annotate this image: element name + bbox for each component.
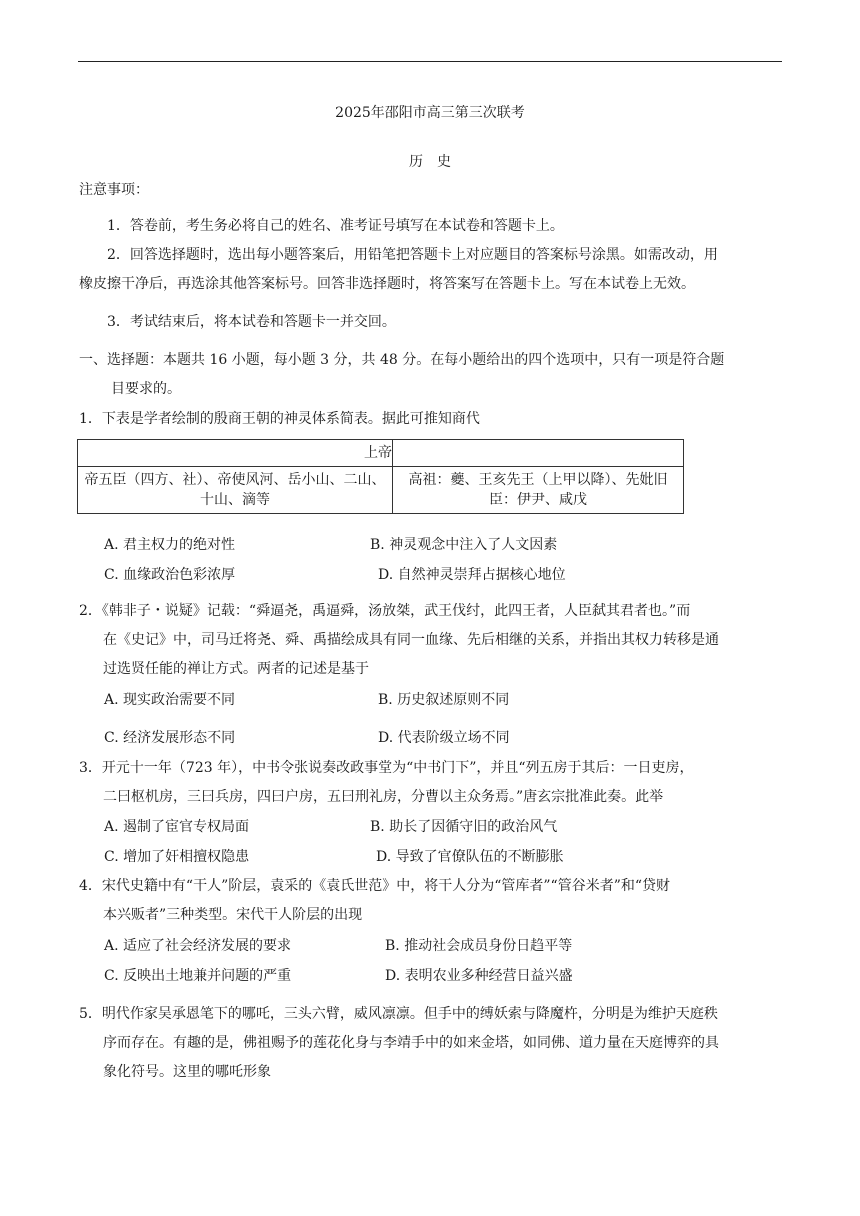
q1-option-a: A. 君主权力的绝对性 (104, 537, 236, 553)
table-cell-line: 高祖：夔、王亥先王（上甲以降）、先妣旧 (408, 472, 668, 488)
q3-option-b: B. 助长了因循守旧的政治风气 (370, 819, 558, 835)
q3-option-a: A. 遏制了宦官专权局面 (104, 819, 250, 835)
q2-option-a: A. 现实政治需要不同 (104, 692, 236, 708)
q2-line-1: 2．《韩非子・说疑》记载：“舜逼尧，禹逼舜，汤放桀，武王伐纣，此四王者，人臣弑其君者也。”而 (79, 603, 691, 619)
table-cell: 上帝 (78, 440, 393, 467)
q2-line-3: 过选贤任能的禅让方式。两者的记述是基于 (103, 661, 369, 677)
notice-heading: 注意事项： (79, 182, 149, 198)
q1-option-c: C. 血缘政治色彩浓厚 (104, 567, 236, 583)
notice-item-3: 3．考试结束后，将本试卷和答题卡一并交回。 (107, 314, 396, 330)
notice-item-1: 1．答卷前，考生务必将自己的姓名、准考证号填写在本试卷和答题卡上。 (107, 218, 564, 234)
table-cell (78, 467, 393, 514)
exam-title: 2025年邵阳市高三第三次联考 (335, 105, 525, 121)
q5-line-2: 序而存在。有趣的是，佛祖赐予的莲花化身与李靖手中的如来金塔，如同佛、道力量在天庭博弈的具 (103, 1035, 719, 1051)
section-heading-line-1: 一、选择题：本题共 16 小题，每小题 3 分，共 48 分。在每小题给出的四个选项中，只有一项是符合题 (79, 352, 725, 368)
q4-option-d: D. 表明农业多种经营日益兴盛 (385, 968, 573, 984)
q5-line-3: 象化符号。这里的哪吒形象 (103, 1064, 271, 1080)
q1-option-b: B. 神灵观念中注入了人文因素 (370, 537, 558, 553)
notice-item-2-line-1: 2．回答选择题时，选出每小题答案后，用铅笔把答题卡上对应题目的答案标号涂黑。如需改动，用 (107, 247, 718, 263)
q1-stem: 1．下表是学者绘制的殷商王朝的神灵体系简表。据此可推知商代 (79, 411, 480, 427)
table-row (78, 440, 684, 467)
subject-title: 历 史 (409, 154, 451, 170)
q2-option-b: B. 历史叙述原则不同 (378, 692, 510, 708)
q4-line-2: 本兴贩者”三种类型。宋代干人阶层的出现 (103, 907, 363, 923)
table-cell (393, 440, 684, 467)
table-cell (393, 467, 684, 514)
q2-option-c: C. 经济发展形态不同 (104, 730, 236, 746)
table-cell-line: 臣：伊尹、咸戊 (489, 492, 587, 508)
q4-line-1: 4．宋代史籍中有“干人”阶层，袁采的《袁氏世范》中，将干人分为“管库者”“管谷米者”和“贷财 (79, 878, 671, 894)
q1-gods-table (77, 439, 684, 514)
q1-option-d: D. 自然神灵崇拜占据核心地位 (378, 567, 566, 583)
table-row (78, 467, 684, 514)
table-cell-line: 十山、滴等 (200, 492, 270, 508)
q2-option-d: D. 代表阶级立场不同 (378, 730, 510, 746)
table-cell-line: 帝五臣（四方、社）、帝使风河、岳小山、二山、 (84, 472, 386, 488)
q4-option-a: A. 适应了社会经济发展的要求 (104, 938, 292, 954)
q3-line-1: 3．开元十一年（723 年），中书令张说奏改政事堂为“中书门下”，并且“列五房于其后：一日吏房， (79, 760, 694, 776)
q3-option-c: C. 增加了奸相擅权隐患 (104, 849, 250, 865)
notice-item-2-line-2: 橡皮擦干净后，再选涂其他答案标号。回答非选择题时，将答案写在答题卡上。写在本试卷上无效。 (79, 276, 695, 292)
section-heading-line-2: 目要求的。 (111, 381, 181, 397)
q3-line-2: 二曰枢机房，三曰兵房，四曰户房，五曰刑礼房，分曹以主众务焉。”唐玄宗批准此奏。此举 (103, 789, 664, 805)
q5-line-1: 5．明代作家吴承恩笔下的哪吒，三头六臂，威风凛凛。但手中的缚妖索与降魔杵，分明是为维护天庭秩 (79, 1006, 718, 1022)
q4-option-c: C. 反映出土地兼并问题的严重 (104, 968, 292, 984)
header-rule (78, 61, 782, 62)
q2-line-2: 在《史记》中，司马迁将尧、舜、禹描绘成具有同一血缘、先后相继的关系，并指出其权力转移是通 (103, 632, 719, 648)
q3-option-d: D. 导致了官僚队伍的不断膨胀 (376, 849, 564, 865)
q4-option-b: B. 推动社会成员身份日趋平等 (385, 938, 573, 954)
